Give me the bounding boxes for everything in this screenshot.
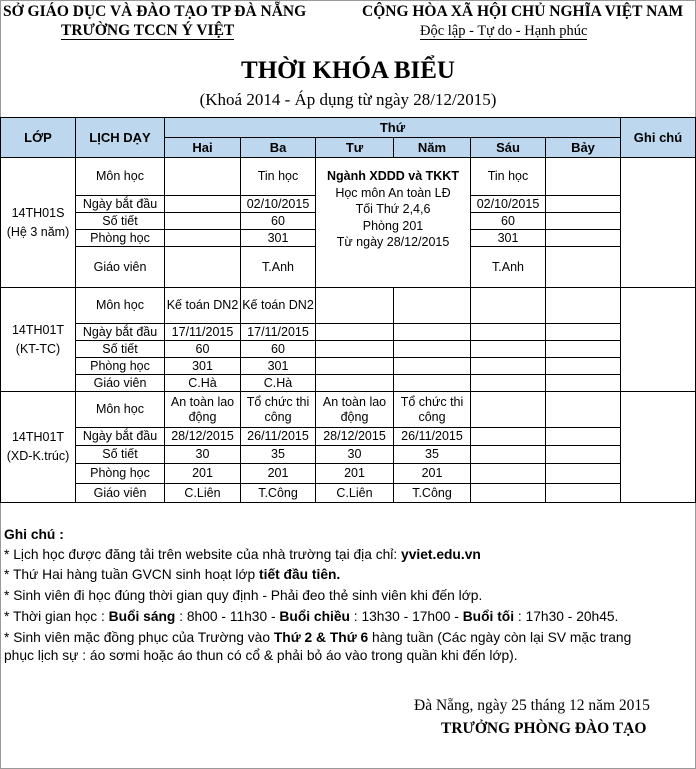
cell-empty [316,375,394,392]
note-line: Từ ngày 28/12/2015 [336,235,450,249]
row-label: Số tiết [76,213,165,230]
cell-teacher: T.Anh [471,247,546,288]
cell-empty [546,446,621,464]
cell-empty [394,324,471,341]
cell-room: 201 [394,464,471,484]
cell-start: 26/11/2015 [241,428,316,446]
header-schedule: LỊCH DẠY [76,118,165,158]
class-code: 14TH01S [11,205,65,220]
cell-periods: 30 [165,446,241,464]
merged-note [316,158,471,288]
cell-start: 26/11/2015 [394,428,471,446]
cell-start: 02/10/2015 [241,196,316,213]
notes-section [4,527,694,663]
note-text: * Sinh viên mặc đồng phục của Trường vào [4,630,274,645]
cell-subject: An toàn lao động [165,392,241,428]
note-hours [4,609,694,624]
cell-room: 301 [241,358,316,375]
cell-empty [471,484,546,503]
note-bold: Buổi chiều [279,609,350,624]
class-cell [1,288,76,392]
cell-empty [394,375,471,392]
row-label: Giáo viên [76,375,165,392]
cell-teacher: T.Anh [241,247,316,288]
cell-periods: 60 [471,213,546,230]
header-day: Thứ [165,118,621,138]
cell-empty [546,392,621,428]
class-code: 14TH01T [11,430,65,444]
day-ba: Ba [241,138,316,158]
note-website [4,547,694,562]
cell-note [621,158,696,288]
note-text: hàng tuần (Các ngày còn lại SV mặc trang [368,630,632,645]
department-name: SỞ GIÁO DỤC VÀ ĐÀO TẠO TP ĐÀ NẴNG [3,3,307,20]
website-link[interactable]: yviet.edu.vn [401,547,481,562]
cell-periods: 60 [241,341,316,358]
row-label: Phòng học [76,464,165,484]
cell-empty [394,288,471,324]
cell-teacher: C.Liên [165,484,241,503]
cell-subject: Kế toán DN2 [165,288,241,324]
school-name-text: TRƯỜNG TCCN Ý VIỆT [61,22,235,39]
table-row [1,288,696,324]
note-text: * Thời gian học : [4,609,109,624]
cell-room: 201 [165,464,241,484]
cell-empty [165,213,241,230]
cell-start: 17/11/2015 [165,324,241,341]
note-text: : 13h30 - 17h00 - [349,609,463,624]
day-bay: Bảy [546,138,621,158]
table-row [1,446,696,464]
cell-empty [546,464,621,484]
school-name [61,22,234,40]
page-subtitle: (Khoá 2014 - Áp dụng từ ngày 28/12/2015) [199,90,497,109]
note-monday [4,567,694,582]
class-cell [1,158,76,288]
class-type: (Hệ 3 năm) [6,224,70,239]
cell-empty [471,428,546,446]
note-text: : 17h30 - 20h45. [514,609,619,624]
note-punctuality: * Sinh viên đi học đúng thời gian quy định - Phải đeo thẻ sinh viên khi đến lớp. [4,588,483,603]
class-code: 14TH01T [11,322,65,337]
cell-empty [316,341,394,358]
row-label: Giáo viên [76,484,165,503]
day-tu: Tư [316,138,394,158]
cell-room: 301 [471,230,546,247]
note-uniform-cont: phục lịch sự : áo sơmi hoặc áo thun có cổ & phải bỏ áo vào trong quần khi đến lớp). [4,648,518,663]
day-hai: Hai [165,138,241,158]
cell-empty [546,358,621,375]
cell-empty [471,358,546,375]
row-label: Ngày bắt đầu [76,196,165,213]
table-row [1,484,696,503]
cell-empty [546,375,621,392]
class-cell [1,392,76,503]
cell-subject: Kế toán DN2 [241,288,316,324]
cell-subject: Tổ chức thi công [394,392,471,428]
cell-subject: Tin học [241,158,316,196]
cell-empty [546,324,621,341]
cell-room: 301 [241,230,316,247]
cell-empty [165,196,241,213]
note-line: Học môn An toàn LĐ [335,185,451,200]
cell-teacher: C.Liên [316,484,394,503]
note-text: * Thứ Hai hàng tuần GVCN sinh hoạt lớp [4,567,260,582]
cell-teacher: C.Hà [241,375,316,392]
cell-periods: 35 [241,446,316,464]
cell-note [621,392,696,503]
cell-empty [546,196,621,213]
cell-empty [546,428,621,446]
table-row [1,358,696,375]
cell-empty [471,446,546,464]
cell-empty [471,288,546,324]
cell-periods: 60 [165,341,241,358]
row-label: Phòng học [76,358,165,375]
row-label: Số tiết [76,341,165,358]
row-label: Số tiết [76,446,165,464]
note-bold: Buổi sáng [108,609,176,624]
cell-empty [546,247,621,288]
note-line: Ngành XDDD và TKKT [327,169,459,183]
cell-teacher: T.Công [241,484,316,503]
row-label: Môn học [76,392,165,428]
table-row [1,428,696,446]
cell-empty [165,230,241,247]
note-bold: Thứ 2 & Thứ 6 [273,630,369,645]
day-sau: Sáu [471,138,546,158]
cell-empty [546,341,621,358]
row-label: Phòng học [76,230,165,247]
notes-heading: Ghi chú : [4,527,64,542]
cell-note [621,288,696,392]
cell-start: 17/11/2015 [241,324,316,341]
note-line: Tối Thứ 2,4,6 [355,202,431,216]
timetable [0,117,696,503]
cell-periods: 35 [394,446,471,464]
cell-empty [471,392,546,428]
cell-empty [546,484,621,503]
cell-empty [394,358,471,375]
cell-empty [316,358,394,375]
cell-teacher: T.Công [394,484,471,503]
cell-periods: 60 [241,213,316,230]
class-type: (KT-TC) [15,341,61,356]
republic-name: CỘNG HÒA XÃ HỘI CHỦ NGHĨA VIỆT NAM [362,3,684,20]
cell-empty [546,230,621,247]
header-class: LỚP [1,118,76,158]
table-row [1,341,696,358]
cell-start: 02/10/2015 [471,196,546,213]
signature-role: TRƯỞNG PHÒNG ĐÀO TẠO [441,720,647,737]
cell-empty [471,341,546,358]
cell-empty [394,341,471,358]
note-line: Phòng 201 [362,218,424,233]
cell-empty [165,247,241,288]
note-bold: tiết đầu tiên. [259,567,341,582]
cell-empty [546,288,621,324]
table-row [1,375,696,392]
table-row [1,324,696,341]
row-label: Ngày bắt đầu [76,428,165,446]
cell-empty [471,375,546,392]
cell-start: 28/12/2015 [316,428,394,446]
table-row [1,464,696,484]
note-text: * Lịch học được đăng tải trên website của nhà trường tại địa chỉ: [4,547,402,562]
row-label: Giáo viên [76,247,165,288]
cell-empty [471,464,546,484]
cell-room: 201 [316,464,394,484]
cell-room: 201 [241,464,316,484]
cell-empty [316,288,394,324]
table-row [1,158,696,196]
day-nam: Năm [394,138,471,158]
cell-room: 301 [165,358,241,375]
cell-empty [546,158,621,196]
cell-empty [546,213,621,230]
note-uniform [4,630,694,645]
motto [420,23,587,40]
cell-empty [471,324,546,341]
note-bold: Buổi tối [462,609,515,624]
cell-empty [165,158,241,196]
cell-subject: An toàn lao động [316,392,394,428]
signature-date: Đà Nẵng, ngày 25 tháng 12 năm 2015 [414,697,650,714]
header-note: Ghi chú [621,118,696,158]
cell-teacher: C.Hà [165,375,241,392]
cell-empty [316,324,394,341]
cell-subject: Tổ chức thi công [241,392,316,428]
motto-text: Độc lập - Tự do - Hạnh phúc [420,23,588,39]
class-type: (XD-K.trúc) [6,449,70,463]
cell-start: 28/12/2015 [165,428,241,446]
cell-periods: 30 [316,446,394,464]
page-title: THỜI KHÓA BIỂU [241,57,455,84]
row-label: Ngày bắt đầu [76,324,165,341]
row-label: Môn học [76,158,165,196]
cell-subject: Tin học [471,158,546,196]
row-label: Môn học [76,288,165,324]
table-row [1,392,696,428]
note-text: : 8h00 - 11h30 - [175,609,280,624]
